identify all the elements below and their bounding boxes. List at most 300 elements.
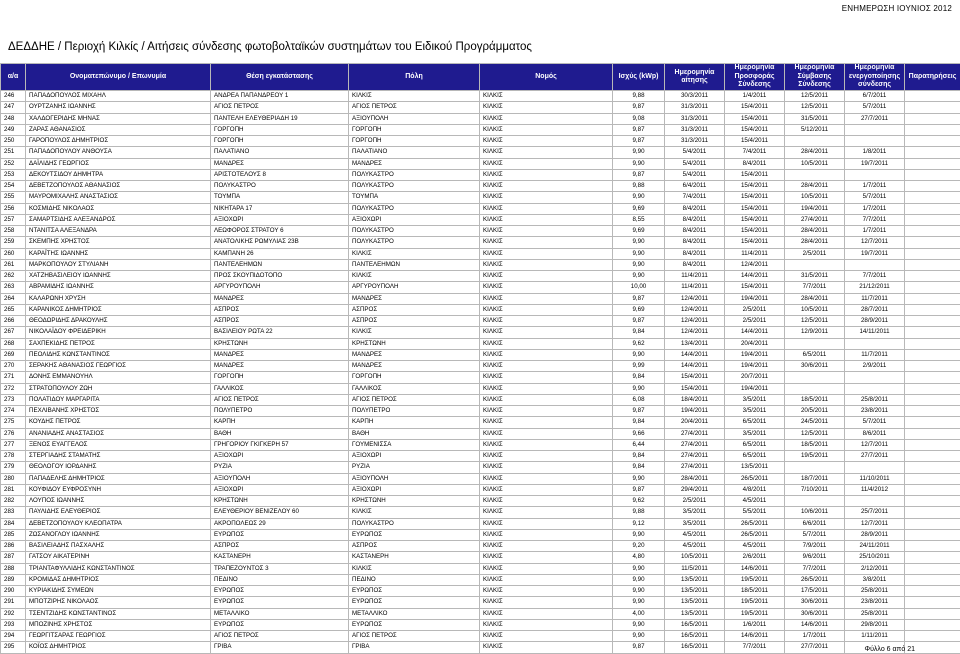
cell-col-offer-date: 1/6/2011: [725, 619, 785, 630]
cell-col-remarks: [905, 451, 960, 462]
cell-col-offer-date: 8/4/2011: [725, 158, 785, 169]
cell-col-location: ΕΥΡΩΠΟΣ: [211, 619, 349, 630]
cell-col-offer-date: 19/5/2011: [725, 597, 785, 608]
cell-col-power: 9,84: [613, 327, 665, 338]
cell-col-name: ΚΥΡΙΑΚΙΔΗΣ ΣΥΜΕΩΝ: [26, 586, 211, 597]
cell-col-city: ΓΡΙΒΑ: [349, 642, 480, 653]
cell-col-offer-date: 14/4/2011: [725, 327, 785, 338]
cell-col-city: ΚΡΗΣΤΩΝΗ: [349, 338, 480, 349]
cell-col-power: 9,90: [613, 349, 665, 360]
cell-col-offer-date: 2/6/2011: [725, 552, 785, 563]
cell-col-remarks: [905, 361, 960, 372]
cell-col-offer-date: 3/5/2011: [725, 428, 785, 439]
cell-col-activation-date: 19/7/2011: [845, 248, 905, 259]
cell-col-remarks: [905, 293, 960, 304]
cell-col-contract-date: 7/7/2011: [785, 563, 845, 574]
table-row: [1, 91, 960, 102]
cell-col-contract-date: 31/5/2011: [785, 113, 845, 124]
cell-col-offer-date: 12/4/2011: [725, 259, 785, 270]
cell-col-name: ΠΕΧΛΙΒΑΝΗΣ ΧΡΗΣΤΟΣ: [26, 406, 211, 417]
cell-col-power: 9,69: [613, 203, 665, 214]
table-row: [1, 226, 960, 237]
cell-col-activation-date: 1/7/2011: [845, 181, 905, 192]
cell-col-location: ΑΝΑΤΟΛΙΚΗΣ ΡΩΜΥΛΙΑΣ 23Β: [211, 237, 349, 248]
cell-col-offer-date: 2/5/2011: [725, 316, 785, 327]
cell-col-activation-date: 1/7/2011: [845, 226, 905, 237]
cell-col-aa: 263: [1, 282, 26, 293]
cell-col-prefecture: ΚΙΛΚΙΣ: [480, 383, 613, 394]
cell-col-activation-date: 29/8/2011: [845, 619, 905, 630]
cell-col-application-date: 13/5/2011: [665, 608, 725, 619]
table-row: [1, 282, 960, 293]
cell-col-aa: 269: [1, 349, 26, 360]
cell-col-remarks: [905, 597, 960, 608]
cell-col-offer-date: 1/4/2011: [725, 91, 785, 102]
cell-col-remarks: [905, 541, 960, 552]
cell-col-aa: 268: [1, 338, 26, 349]
cell-col-power: 9,84: [613, 462, 665, 473]
cell-col-city: ΤΟΥΜΠΑ: [349, 192, 480, 203]
cell-col-city: ΑΞΙΟΧΩΡΙ: [349, 214, 480, 225]
table-row: [1, 439, 960, 450]
cell-col-application-date: 8/4/2011: [665, 203, 725, 214]
cell-col-remarks: [905, 518, 960, 529]
cell-col-contract-date: 12/5/2011: [785, 91, 845, 102]
cell-col-activation-date: [845, 462, 905, 473]
cell-col-activation-date: [845, 338, 905, 349]
cell-col-activation-date: 25/8/2011: [845, 586, 905, 597]
cell-col-city: ΚΑΣΤΑΝΕΡΗ: [349, 552, 480, 563]
cell-col-remarks: [905, 304, 960, 315]
cell-col-activation-date: [845, 259, 905, 270]
cell-col-remarks: [905, 158, 960, 169]
cell-col-power: 9,90: [613, 192, 665, 203]
cell-col-offer-date: 6/5/2011: [725, 439, 785, 450]
cell-col-location: ΓΟΡΓΟΠΗ: [211, 136, 349, 147]
cell-col-remarks: [905, 192, 960, 203]
cell-col-application-date: 29/4/2011: [665, 484, 725, 495]
cell-col-city: ΠΕΔΙΝΟ: [349, 574, 480, 585]
cell-col-location: ΑΞΙΟΧΩΡΙ: [211, 214, 349, 225]
cell-col-remarks: [905, 181, 960, 192]
cell-col-location: ΓΟΡΓΟΠΗ: [211, 124, 349, 135]
cell-col-power: 9,90: [613, 619, 665, 630]
cell-col-contract-date: 10/5/2011: [785, 304, 845, 315]
cell-col-aa: 279: [1, 462, 26, 473]
cell-col-name: ΣΑΜΑΡΤΣΙΔΗΣ ΑΛΕΞΑΝΔΡΟΣ: [26, 214, 211, 225]
cell-col-location: ΓΑΛΛΙΚΟΣ: [211, 383, 349, 394]
cell-col-name: ΒΑΣΙΛΕΙΑΔΗΣ ΠΑΣΧΑΛΗΣ: [26, 541, 211, 552]
cell-col-contract-date: 2/5/2011: [785, 248, 845, 259]
cell-col-contract-date: 28/4/2011: [785, 147, 845, 158]
cell-col-location: ΑΞΙΟΥΠΟΛΗ: [211, 473, 349, 484]
cell-col-application-date: 11/4/2011: [665, 271, 725, 282]
cell-col-prefecture: ΚΙΛΚΙΣ: [480, 259, 613, 270]
cell-col-power: 4,00: [613, 608, 665, 619]
cell-col-power: 9,87: [613, 293, 665, 304]
cell-col-contract-date: [785, 136, 845, 147]
cell-col-remarks: [905, 349, 960, 360]
cell-col-prefecture: ΚΙΛΚΙΣ: [480, 361, 613, 372]
cell-col-application-date: 2/5/2011: [665, 496, 725, 507]
cell-col-activation-date: 1/11/2011: [845, 631, 905, 642]
cell-col-power: 9,87: [613, 102, 665, 113]
table-row: [1, 383, 960, 394]
cell-col-prefecture: ΚΙΛΚΙΣ: [480, 293, 613, 304]
cell-col-contract-date: 6/6/2011: [785, 518, 845, 529]
cell-col-power: 9,62: [613, 496, 665, 507]
cell-col-activation-date: [845, 124, 905, 135]
cell-col-power: 6,08: [613, 394, 665, 405]
cell-col-city: ΑΣΠΡΟΣ: [349, 541, 480, 552]
cell-col-contract-date: 9/6/2011: [785, 552, 845, 563]
cell-col-name: ΖΩΣΑΝΟΓΛΟΥ ΙΩΑΝΝΗΣ: [26, 529, 211, 540]
cell-col-name: ΠΑΠΑΔΟΠΟΥΛΟΣ ΜΙΧΑΗΛ: [26, 91, 211, 102]
table-row: [1, 529, 960, 540]
cell-col-application-date: 28/4/2011: [665, 473, 725, 484]
cell-col-contract-date: 10/5/2011: [785, 192, 845, 203]
cell-col-application-date: 15/4/2011: [665, 383, 725, 394]
cell-col-location: ΜΕΤΑΛΛΙΚΟ: [211, 608, 349, 619]
cell-col-name: ΣΚΕΜΠΗΣ ΧΡΗΣΤΟΣ: [26, 237, 211, 248]
cell-col-application-date: 13/5/2011: [665, 597, 725, 608]
cell-col-city: ΜΑΝΔΡΕΣ: [349, 158, 480, 169]
cell-col-application-date: 13/5/2011: [665, 586, 725, 597]
cell-col-offer-date: 15/4/2011: [725, 113, 785, 124]
cell-col-contract-date: 18/5/2011: [785, 394, 845, 405]
cell-col-application-date: 5/4/2011: [665, 147, 725, 158]
table-row: [1, 574, 960, 585]
cell-col-aa: 252: [1, 158, 26, 169]
cell-col-city: ΓΟΡΓΟΠΗ: [349, 124, 480, 135]
cell-col-offer-date: 3/5/2011: [725, 406, 785, 417]
cell-col-prefecture: ΚΙΛΚΙΣ: [480, 631, 613, 642]
cell-col-prefecture: ΚΙΛΚΙΣ: [480, 417, 613, 428]
cell-col-power: 9,90: [613, 529, 665, 540]
cell-col-name: ΚΟΣΜΙΔΗΣ ΝΙΚΟΛΑΟΣ: [26, 203, 211, 214]
cell-col-prefecture: ΚΙΛΚΙΣ: [480, 203, 613, 214]
table-row: [1, 214, 960, 225]
cell-col-offer-date: 13/5/2011: [725, 462, 785, 473]
cell-col-activation-date: 25/8/2011: [845, 608, 905, 619]
cell-col-aa: 278: [1, 451, 26, 462]
cell-col-name: ΝΙΚΟΛΑΪΔΟΥ ΦΡΕΙΔΕΡΙΚΗ: [26, 327, 211, 338]
cell-col-activation-date: 11/4/2012: [845, 484, 905, 495]
table-row: [1, 248, 960, 259]
cell-col-contract-date: [785, 259, 845, 270]
cell-col-power: 9,69: [613, 304, 665, 315]
cell-col-location: ΑΣΠΡΟΣ: [211, 541, 349, 552]
cell-col-city: ΚΙΛΚΙΣ: [349, 91, 480, 102]
cell-col-prefecture: ΚΙΛΚΙΣ: [480, 428, 613, 439]
cell-col-city: ΡΥΖΙΑ: [349, 462, 480, 473]
cell-col-city: ΠΟΛΥΚΑΣΤΡΟ: [349, 518, 480, 529]
cell-col-name: ΚΟΥΦΙΔΟΥ ΕΥΦΡΟΣΥΝΗ: [26, 484, 211, 495]
cell-col-remarks: [905, 619, 960, 630]
cell-col-prefecture: ΚΙΛΚΙΣ: [480, 507, 613, 518]
cell-col-remarks: [905, 113, 960, 124]
cell-col-remarks: [905, 147, 960, 158]
cell-col-city: ΕΥΡΩΠΟΣ: [349, 529, 480, 540]
cell-col-name: ΠΑΥΛΙΔΗΣ ΕΛΕΥΘΕΡΙΟΣ: [26, 507, 211, 518]
cell-col-location: ΡΥΖΙΑ: [211, 462, 349, 473]
cell-col-power: 9,87: [613, 124, 665, 135]
cell-col-activation-date: 12/7/2011: [845, 237, 905, 248]
cell-col-offer-date: 19/4/2011: [725, 383, 785, 394]
header-col-aa: α/α: [1, 64, 26, 91]
cell-col-remarks: [905, 124, 960, 135]
header-col-application-date: Ημερομηνία αίτησης: [665, 64, 725, 91]
cell-col-offer-date: 15/4/2011: [725, 169, 785, 180]
cell-col-activation-date: [845, 496, 905, 507]
cell-col-activation-date: 12/7/2011: [845, 439, 905, 450]
table-row: [1, 271, 960, 282]
cell-col-power: 9,87: [613, 484, 665, 495]
table-row: [1, 124, 960, 135]
cell-col-contract-date: 1/7/2011: [785, 631, 845, 642]
cell-col-name: ΧΑΤΖΗΒΑΣΙΛΕΙΟΥ ΙΩΑΝΝΗΣ: [26, 271, 211, 282]
cell-col-aa: 248: [1, 113, 26, 124]
cell-col-application-date: 5/4/2011: [665, 169, 725, 180]
cell-col-name: ΠΑΠΑΔΟΠΟΥΛΟΥ ΑΝΘΟΥΣΑ: [26, 147, 211, 158]
cell-col-offer-date: 2/5/2011: [725, 304, 785, 315]
cell-col-city: ΚΡΗΣΤΩΝΗ: [349, 496, 480, 507]
cell-col-location: ΑΓΙΟΣ ΠΕΤΡΟΣ: [211, 102, 349, 113]
cell-col-location: ΑΡΓΥΡΟΥΠΟΛΗ: [211, 282, 349, 293]
cell-col-offer-date: 6/5/2011: [725, 451, 785, 462]
cell-col-name: ΜΑΡΚΟΠΟΥΛΟΥ ΣΤΥΛΙΑΝΗ: [26, 259, 211, 270]
cell-col-application-date: 20/4/2011: [665, 417, 725, 428]
page-title: ΔΕΔΔΗΕ / Περιοχή Κιλκίς / Αιτήσεις σύνδεσης φωτοβολταϊκών συστημάτων του Ειδικού Προγράμματος: [8, 41, 532, 53]
cell-col-contract-date: 12/5/2011: [785, 428, 845, 439]
cell-col-location: ΚΑΣΤΑΝΕΡΗ: [211, 552, 349, 563]
cell-col-contract-date: 28/4/2011: [785, 293, 845, 304]
cell-col-offer-date: 19/5/2011: [725, 608, 785, 619]
table-row: [1, 169, 960, 180]
cell-col-activation-date: [845, 372, 905, 383]
cell-col-power: 9,88: [613, 181, 665, 192]
cell-col-power: 9,90: [613, 586, 665, 597]
cell-col-name: ΔΟΝΗΣ ΕΜΜΑΝΟΥΗΛ: [26, 372, 211, 383]
cell-col-offer-date: 14/6/2011: [725, 631, 785, 642]
cell-col-activation-date: 19/7/2011: [845, 158, 905, 169]
cell-col-application-date: 15/4/2011: [665, 372, 725, 383]
cell-col-remarks: [905, 282, 960, 293]
cell-col-name: ΘΕΟΔΩΡΙΔΗΣ ΔΡΑΚΟΥΛΗΣ: [26, 316, 211, 327]
cell-col-application-date: 8/4/2011: [665, 248, 725, 259]
cell-col-activation-date: 28/9/2011: [845, 529, 905, 540]
table-row: [1, 361, 960, 372]
cell-col-contract-date: 14/6/2011: [785, 619, 845, 630]
cell-col-prefecture: ΚΙΛΚΙΣ: [480, 91, 613, 102]
cell-col-aa: 285: [1, 529, 26, 540]
cell-col-application-date: 13/5/2011: [665, 574, 725, 585]
cell-col-prefecture: ΚΙΛΚΙΣ: [480, 147, 613, 158]
cell-col-offer-date: 3/5/2011: [725, 394, 785, 405]
cell-col-activation-date: 11/7/2011: [845, 293, 905, 304]
cell-col-power: 9,87: [613, 642, 665, 653]
cell-col-offer-date: 20/4/2011: [725, 338, 785, 349]
table-row: [1, 619, 960, 630]
cell-col-power: 9,90: [613, 574, 665, 585]
cell-col-activation-date: 7/7/2011: [845, 214, 905, 225]
cell-col-power: 9,88: [613, 91, 665, 102]
cell-col-application-date: 14/4/2011: [665, 361, 725, 372]
cell-col-location: ΚΡΗΣΤΩΝΗ: [211, 338, 349, 349]
cell-col-activation-date: [845, 136, 905, 147]
header-col-remarks: Παρατηρήσεις: [905, 64, 960, 91]
cell-col-location: ΕΥΡΩΠΟΣ: [211, 597, 349, 608]
cell-col-application-date: 4/5/2011: [665, 529, 725, 540]
cell-col-remarks: [905, 91, 960, 102]
cell-col-city: ΓΟΡΓΟΠΗ: [349, 136, 480, 147]
cell-col-name: ΠΟΛΑΤΙΔΟΥ ΜΑΡΓΑΡΙΤΑ: [26, 394, 211, 405]
cell-col-city: ΑΓΙΟΣ ΠΕΤΡΟΣ: [349, 394, 480, 405]
cell-col-power: 9,87: [613, 406, 665, 417]
cell-col-name: ΓΑΡΟΠΟΥΛΟΣ ΔΗΜΗΤΡΙΟΣ: [26, 136, 211, 147]
cell-col-name: ΧΑΛΔΟΓΕΡΙΔΗΣ ΜΗΝΑΣ: [26, 113, 211, 124]
table-row: [1, 372, 960, 383]
cell-col-aa: 272: [1, 383, 26, 394]
table-row: [1, 158, 960, 169]
cell-col-offer-date: 18/5/2011: [725, 586, 785, 597]
cell-col-contract-date: 19/4/2011: [785, 203, 845, 214]
cell-col-offer-date: 14/6/2011: [725, 563, 785, 574]
cell-col-location: ΜΑΝΔΡΕΣ: [211, 293, 349, 304]
cell-col-prefecture: ΚΙΛΚΙΣ: [480, 619, 613, 630]
cell-col-aa: 277: [1, 439, 26, 450]
cell-col-activation-date: 1/7/2011: [845, 203, 905, 214]
cell-col-offer-date: 6/5/2011: [725, 417, 785, 428]
cell-col-power: 4,80: [613, 552, 665, 563]
cell-col-aa: 273: [1, 394, 26, 405]
cell-col-aa: 258: [1, 226, 26, 237]
cell-col-location: ΠΑΝΤΕΛΗ ΕΛΕΥΘΕΡΙΑΔΗ 19: [211, 113, 349, 124]
cell-col-aa: 250: [1, 136, 26, 147]
cell-col-application-date: 3/5/2011: [665, 518, 725, 529]
cell-col-power: 8,55: [613, 214, 665, 225]
cell-col-remarks: [905, 631, 960, 642]
cell-col-location: ΜΑΝΔΡΕΣ: [211, 158, 349, 169]
cell-col-application-date: 27/4/2011: [665, 451, 725, 462]
cell-col-aa: 289: [1, 574, 26, 585]
cell-col-prefecture: ΚΙΛΚΙΣ: [480, 574, 613, 585]
cell-col-aa: 288: [1, 563, 26, 574]
cell-col-aa: 274: [1, 406, 26, 417]
cell-col-city: ΚΙΛΚΙΣ: [349, 507, 480, 518]
cell-col-city: ΜΑΝΔΡΕΣ: [349, 361, 480, 372]
cell-col-prefecture: ΚΙΛΚΙΣ: [480, 518, 613, 529]
cell-col-aa: 281: [1, 484, 26, 495]
cell-col-contract-date: 30/6/2011: [785, 608, 845, 619]
table-row: [1, 259, 960, 270]
cell-col-city: ΑΞΙΟΧΩΡΙ: [349, 451, 480, 462]
cell-col-contract-date: 6/5/2011: [785, 349, 845, 360]
cell-col-application-date: 31/3/2011: [665, 102, 725, 113]
cell-col-city: ΠΟΛΥΚΑΣΤΡΟ: [349, 181, 480, 192]
cell-col-contract-date: 7/7/2011: [785, 282, 845, 293]
table-row: [1, 394, 960, 405]
cell-col-prefecture: ΚΙΛΚΙΣ: [480, 597, 613, 608]
cell-col-aa: 251: [1, 147, 26, 158]
cell-col-offer-date: 15/4/2011: [725, 237, 785, 248]
cell-col-name: ΜΠΟΤΖΙΡΗΣ ΝΙΚΟΛΑΟΣ: [26, 597, 211, 608]
cell-col-contract-date: 10/5/2011: [785, 158, 845, 169]
cell-col-power: 9,90: [613, 473, 665, 484]
cell-col-offer-date: 15/4/2011: [725, 214, 785, 225]
cell-col-location: ΠΑΛΑΤΙΑΝΟ: [211, 147, 349, 158]
header-col-prefecture: Νομός: [480, 64, 613, 91]
cell-col-location: ΠΑΝΤΕΛΕΗΜΩΝ: [211, 259, 349, 270]
cell-col-contract-date: 18/5/2011: [785, 439, 845, 450]
cell-col-remarks: [905, 102, 960, 113]
cell-col-city: ΜΑΝΔΡΕΣ: [349, 349, 480, 360]
header-col-city: Πόλη: [349, 64, 480, 91]
cell-col-city: ΑΞΙΟΥΠΟΛΗ: [349, 113, 480, 124]
cell-col-prefecture: ΚΙΛΚΙΣ: [480, 113, 613, 124]
cell-col-offer-date: 11/4/2011: [725, 248, 785, 259]
cell-col-power: 9,87: [613, 169, 665, 180]
cell-col-activation-date: 25/8/2011: [845, 394, 905, 405]
cell-col-aa: 287: [1, 552, 26, 563]
cell-col-location: ΑΓΙΟΣ ΠΕΤΡΟΣ: [211, 631, 349, 642]
table-row: [1, 631, 960, 642]
cell-col-aa: 256: [1, 203, 26, 214]
cell-col-location: ΑΓΙΟΣ ΠΕΤΡΟΣ: [211, 394, 349, 405]
cell-col-location: ΑΣΠΡΟΣ: [211, 304, 349, 315]
cell-col-remarks: [905, 529, 960, 540]
cell-col-city: ΚΙΛΚΙΣ: [349, 327, 480, 338]
cell-col-activation-date: 21/12/2011: [845, 282, 905, 293]
cell-col-remarks: [905, 214, 960, 225]
cell-col-name: ΝΤΑΝΙΤΣΑ ΑΛΕΞΑΝΔΡΑ: [26, 226, 211, 237]
cell-col-prefecture: ΚΙΛΚΙΣ: [480, 586, 613, 597]
cell-col-application-date: 5/4/2011: [665, 158, 725, 169]
cell-col-offer-date: 19/4/2011: [725, 293, 785, 304]
table-row: [1, 113, 960, 124]
table-row: [1, 203, 960, 214]
cell-col-contract-date: 12/5/2011: [785, 316, 845, 327]
cell-col-power: 9,12: [613, 518, 665, 529]
cell-col-activation-date: 11/7/2011: [845, 349, 905, 360]
cell-col-aa: 292: [1, 608, 26, 619]
cell-col-name: ΠΕΟΛΙΔΗΣ ΚΩΝΣΤΑΝΤΙΝΟΣ: [26, 349, 211, 360]
cell-col-remarks: [905, 417, 960, 428]
table-row: [1, 102, 960, 113]
cell-col-application-date: 27/4/2011: [665, 439, 725, 450]
cell-col-prefecture: ΚΙΛΚΙΣ: [480, 158, 613, 169]
cell-col-name: ΚΟΪΟΣ ΔΗΜΗΤΡΙΟΣ: [26, 642, 211, 653]
cell-col-name: ΠΑΠΑΔΕΛΗΣ ΔΗΜΗΤΡΙΟΣ: [26, 473, 211, 484]
cell-col-remarks: [905, 439, 960, 450]
cell-col-city: ΠΟΛΥΠΕΤΡΟ: [349, 406, 480, 417]
cell-col-city: ΚΑΡΠΗ: [349, 417, 480, 428]
cell-col-contract-date: 5/12/2011: [785, 124, 845, 135]
cell-col-offer-date: 15/4/2011: [725, 102, 785, 113]
cell-col-activation-date: 2/9/2011: [845, 361, 905, 372]
cell-col-name: ΑΝΑΝΙΑΔΗΣ ΑΝΑΣΤΑΣΙΟΣ: [26, 428, 211, 439]
cell-col-prefecture: ΚΙΛΚΙΣ: [480, 406, 613, 417]
cell-col-contract-date: 12/9/2011: [785, 327, 845, 338]
cell-col-city: ΑΣΠΡΟΣ: [349, 304, 480, 315]
cell-col-aa: 265: [1, 304, 26, 315]
cell-col-aa: 262: [1, 271, 26, 282]
cell-col-prefecture: ΚΙΛΚΙΣ: [480, 169, 613, 180]
cell-col-remarks: [905, 372, 960, 383]
cell-col-contract-date: 31/5/2011: [785, 271, 845, 282]
cell-col-aa: 246: [1, 91, 26, 102]
table-row: [1, 428, 960, 439]
